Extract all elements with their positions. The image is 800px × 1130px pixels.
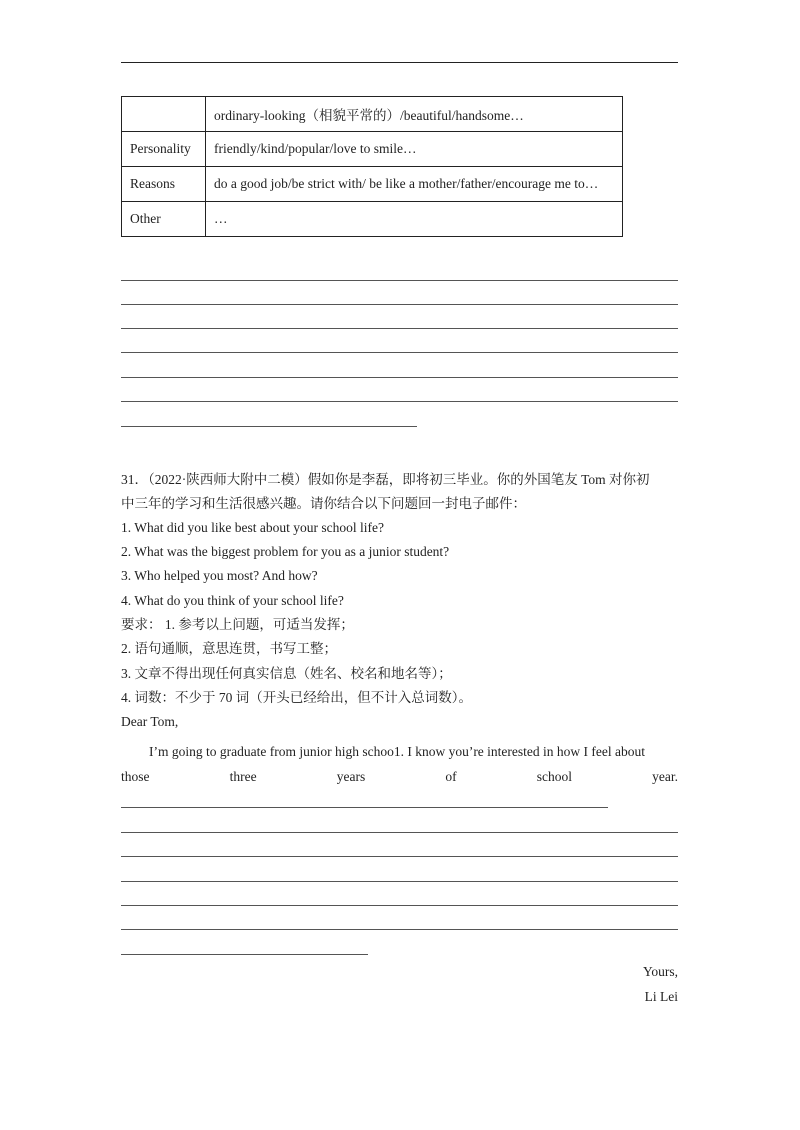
requirement: 要求： 1. 参考以上问题，可适当发挥；	[121, 617, 354, 632]
row-content: …	[206, 202, 623, 237]
answer-line	[121, 328, 678, 329]
answer-line	[121, 832, 678, 833]
letter-greeting: Dear Tom,	[121, 714, 179, 729]
question-item: 1. What did you like best about your school life?	[121, 520, 384, 535]
opening-word: those	[121, 769, 150, 784]
table-row	[122, 97, 623, 132]
requirement: 2. 语句通顺，意思连贯，书写工整；	[121, 641, 337, 656]
answer-line	[121, 881, 678, 882]
question-intro-cont: 中三年的学习和生活很感兴趣。请你结合以下问题回一封电子邮件：	[121, 496, 526, 511]
row-content: friendly/kind/popular/love to smile…	[206, 132, 623, 167]
opening-word: school	[536, 769, 572, 784]
answer-line	[121, 280, 678, 281]
opening-word: years	[336, 769, 366, 784]
row-label: Personality	[122, 132, 206, 167]
letter-opening: I’m going to graduate from junior high schoo1. I know you’re interested in how I feel about	[149, 744, 645, 759]
letter-closing: Yours,	[642, 964, 678, 979]
answer-line	[121, 377, 678, 378]
question-item: 4. What do you think of your school life?	[121, 593, 344, 608]
letter-opening-cont	[121, 768, 678, 786]
requirement: 3. 文章不得出现任何真实信息（姓名、校名和地名等）；	[121, 666, 452, 681]
table-row	[122, 167, 623, 202]
opening-word: of	[445, 769, 457, 784]
table-row	[122, 202, 623, 237]
answer-line	[121, 304, 678, 305]
question-item: 2. What was the biggest problem for you as a junior student?	[121, 544, 450, 559]
answer-line	[121, 352, 678, 353]
answer-line	[121, 856, 678, 857]
answer-line	[121, 929, 678, 930]
answer-line	[121, 426, 417, 427]
opening-word: year.	[652, 769, 678, 784]
row-label: Other	[122, 202, 206, 237]
question-intro: 31．（2022·陕西师大附中二模）假如你是李磊，即将初三毕业。你的外国笔友 Tom 对你初	[121, 472, 650, 487]
answer-line	[121, 954, 368, 955]
info-table	[121, 96, 623, 237]
requirement: 4. 词数：不少于 70 词（开头已经给出，但不计入总词数）。	[121, 690, 472, 705]
row-content: do a good job/be strict with/ be like a mother/father/encourage me to…	[206, 167, 623, 202]
row-content: ordinary-looking（相貌平常的）/beautiful/handsome…	[206, 97, 623, 132]
row-label	[122, 97, 206, 132]
letter-signature: Li Lei	[644, 989, 678, 1004]
opening-word: three	[229, 769, 257, 784]
answer-line	[121, 807, 608, 808]
table-row	[122, 132, 623, 167]
row-label: Reasons	[122, 167, 206, 202]
answer-line	[121, 905, 678, 906]
question-item: 3. Who helped you most? And how?	[121, 568, 318, 583]
answer-line	[121, 401, 678, 402]
header-rule	[121, 62, 678, 63]
